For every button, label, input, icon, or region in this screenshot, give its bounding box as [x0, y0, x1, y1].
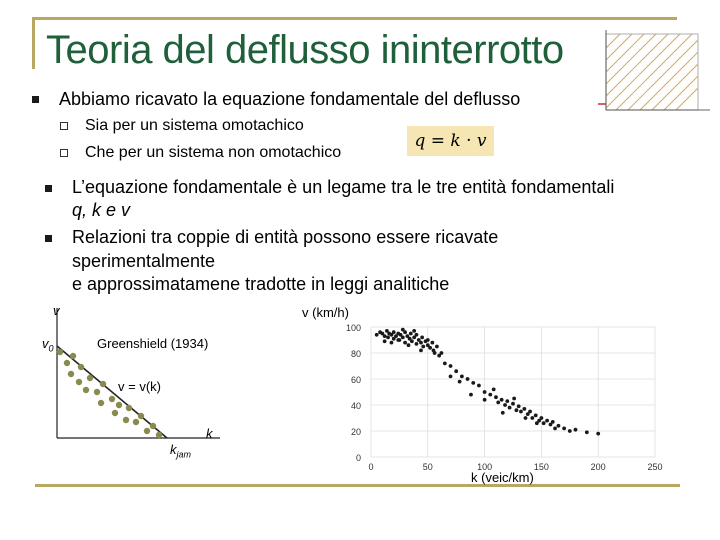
scatter-point — [390, 341, 394, 345]
scatter-point — [443, 362, 447, 366]
scatter-point — [383, 334, 387, 338]
scatter-point — [517, 404, 521, 408]
scatter-point — [412, 329, 416, 333]
bullet-text: q, k e v — [72, 200, 131, 220]
thumbnail-graph-icon — [588, 28, 716, 120]
x-tick-label: 250 — [647, 462, 663, 472]
x-tick-label: 0 — [368, 462, 374, 472]
scatter-point — [596, 432, 600, 436]
x-tick-label: 150 — [533, 462, 549, 472]
speed-density-scatter — [305, 315, 690, 490]
v0-label — [42, 336, 54, 354]
scatter-point — [440, 351, 444, 355]
chart-x-label: k (veic/km) — [471, 470, 534, 485]
scatter-point — [454, 369, 458, 373]
scatter-point — [483, 390, 487, 394]
scatter-point — [568, 429, 572, 433]
scatter-point — [409, 332, 413, 336]
kjam-main: k — [170, 442, 177, 457]
x-tick-label: 50 — [422, 462, 433, 472]
scatter-point — [492, 388, 496, 392]
scatter-point — [545, 419, 549, 423]
scatter-point — [426, 338, 430, 342]
scatter-point — [505, 399, 509, 403]
scatter-point — [562, 427, 566, 431]
y-tick-label: 80 — [350, 349, 361, 359]
y-tick-label: 40 — [350, 401, 361, 411]
x-tick-label: 200 — [590, 462, 606, 472]
scatter-point — [542, 421, 546, 425]
scatter-point — [500, 398, 504, 402]
scatter-point — [494, 395, 498, 399]
scatter-point — [421, 345, 425, 349]
scatter-point — [419, 349, 423, 353]
scatter-point — [528, 410, 532, 414]
model-label: Greenshield (1934) — [97, 336, 209, 351]
scatter-point — [534, 414, 538, 418]
sub-bullet-text: Che per un sistema non omotachico — [85, 144, 342, 161]
chart-y-label: v (km/h) — [302, 305, 349, 320]
y-tick-label: 60 — [350, 375, 361, 385]
scatter-point — [415, 342, 419, 346]
v0-subscript: 0 — [48, 343, 54, 354]
scatter-point — [512, 397, 516, 401]
bullet-text: e approssimatamene tradotte in leggi analitiche — [72, 274, 450, 294]
bullet-text: L’equazione fondamentale è un legame tra le tre entità fondamentali — [72, 177, 615, 197]
scatter-point — [553, 427, 557, 431]
scatter-point — [415, 333, 419, 337]
scatter-point — [419, 341, 423, 345]
bullet-text: Abbiamo ricavato la equazione fondamentale del deflusso — [59, 89, 521, 109]
y-tick-label: 0 — [355, 453, 361, 463]
scatter-point — [460, 375, 464, 379]
sub-bullet-marker — [60, 122, 68, 130]
scatter-point — [375, 333, 379, 337]
scatter-point — [401, 328, 405, 332]
v-axis-label: v — [53, 303, 60, 318]
kjam-label — [170, 442, 191, 460]
scatter-point — [458, 380, 462, 384]
scatter-point — [407, 343, 411, 347]
sub-bullet-text: Sia per un sistema omotachico — [85, 117, 304, 134]
bullet-marker — [45, 185, 52, 192]
scatter-point — [540, 416, 544, 420]
scatter-point — [522, 407, 526, 411]
y-tick-label: 20 — [350, 427, 361, 437]
frame-left — [32, 17, 35, 69]
scatter-point — [449, 364, 453, 368]
sub-bullet-marker — [60, 149, 68, 157]
v0-main: v — [42, 336, 49, 351]
scatter-point — [585, 430, 589, 434]
scatter-point — [574, 428, 578, 432]
scatter-point — [401, 336, 405, 340]
bullet-marker — [45, 235, 52, 242]
scatter-point — [392, 330, 396, 334]
y-tick-label: 100 — [345, 323, 361, 333]
slide-title: Teoria del deflusso ininterrotto — [46, 28, 564, 72]
relation-label: v = v(k) — [118, 379, 161, 394]
k-axis-label: k — [206, 426, 213, 441]
scatter-point — [383, 339, 387, 343]
scatter-point — [420, 336, 424, 340]
formula-box: q = k · v — [407, 126, 494, 156]
scatter-point — [524, 416, 528, 420]
scatter-point — [483, 398, 487, 402]
scatter-point — [428, 346, 432, 350]
scatter-point — [396, 338, 400, 342]
scatter-point — [551, 420, 555, 424]
scatter-point — [515, 408, 519, 412]
scatter-point — [508, 406, 512, 410]
scatter-point — [477, 384, 481, 388]
scatter-point — [386, 336, 390, 340]
frame-top — [32, 17, 677, 20]
scatter-point — [403, 341, 407, 345]
scatter-point — [530, 416, 534, 420]
scatter-point — [535, 421, 539, 425]
kjam-subscript: jam — [176, 449, 192, 460]
scatter-point — [496, 401, 500, 405]
x-tick-label: 100 — [477, 462, 493, 472]
scatter-point — [488, 393, 492, 397]
scatter-point — [433, 351, 437, 355]
scatter-point — [469, 393, 473, 397]
scatter-point — [557, 424, 561, 428]
bullet-text: sperimentalmente — [72, 251, 216, 271]
scatter-point — [430, 341, 434, 345]
bullet-marker — [32, 96, 39, 103]
scatter-point — [503, 403, 507, 407]
bullet-text: Relazioni tra coppie di entità possono essere ricavate — [72, 227, 499, 247]
scatter-point — [466, 377, 470, 381]
scatter-point — [511, 402, 515, 406]
scatter-point — [519, 410, 523, 414]
scatter-point — [501, 411, 505, 415]
scatter-point — [449, 375, 453, 379]
scatter-point — [435, 345, 439, 349]
scatter-point — [410, 339, 414, 343]
scatter-point — [471, 381, 475, 385]
